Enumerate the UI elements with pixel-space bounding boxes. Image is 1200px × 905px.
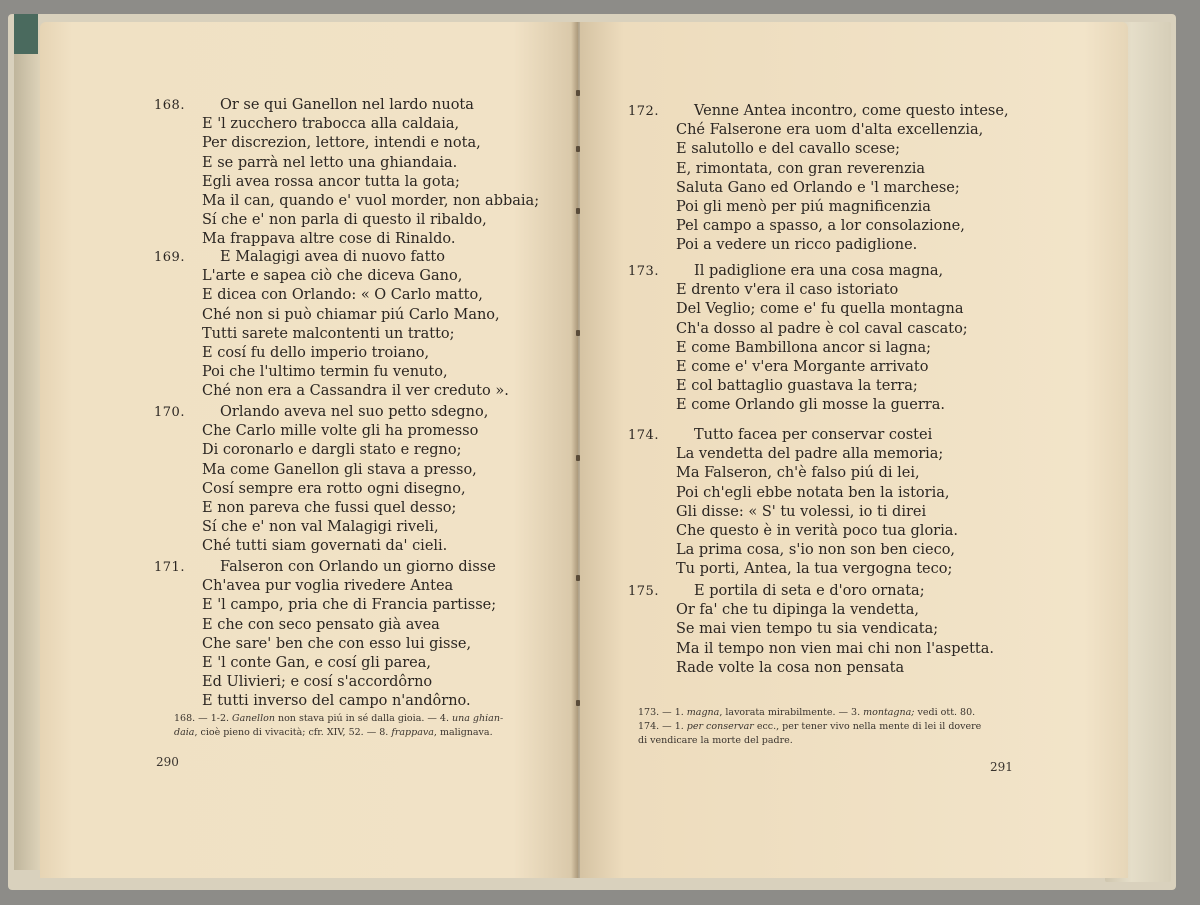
page-number: 291 [990, 760, 1013, 774]
verse-line: La vendetta del padre alla memoria; [676, 446, 944, 463]
verse-line: Venne Antea incontro, come questo intese, [694, 103, 1009, 119]
verse-line: Cosí sempre era rotto ogni disegno, [202, 480, 466, 497]
footnote-text: di vendicare la morte del padre. [638, 735, 793, 746]
verse-line: Ch'a dosso al padre è col caval cascato; [676, 320, 968, 337]
stanza-175 [628, 582, 994, 678]
verse-line: La prima cosa, s'io non son ben cieco, [676, 542, 956, 559]
verse-line: Saluta Gano ed Orlando e 'l marchese; [676, 179, 960, 196]
verse-line: Tutti sarete malcontenti un tratto; [202, 325, 455, 342]
stanza-173 [628, 262, 968, 416]
footnote-text: vedi ott. 80. [914, 707, 976, 718]
verse-line: E non pareva che fussi quel desso; [202, 500, 457, 517]
verse-line: E col battaglio guastava la terra; [676, 378, 918, 395]
verse-line: Che Carlo mille volte gli ha promesso [202, 423, 479, 440]
footnotes [174, 712, 503, 740]
verse-line: Gli disse: « S' tu volessi, io ti direi [676, 503, 927, 520]
verse-line: Rade volte la cosa non pensata [676, 659, 905, 676]
stanza-174 [628, 426, 958, 580]
stanza-171 [154, 558, 497, 712]
verse-line: Ché non si può chiamar piú Carlo Mano, [202, 306, 500, 323]
cover-cloth-corner [14, 14, 38, 54]
verse-line: E cosí fu dello imperio troiano, [202, 345, 430, 362]
footnote-text: 168. — 1-2. [174, 713, 233, 724]
verse-line: Poi a vedere un ricco padiglione. [676, 237, 918, 254]
verse-line: Se mai vien tempo tu sia vendicata; [676, 621, 939, 638]
verse-line: Ché tutti siam governati da' cieli. [202, 538, 448, 555]
stanza-number: 170. [154, 405, 185, 420]
footnote-term: daia [174, 727, 195, 738]
verse-line: Pel campo a spasso, a lor consolazione, [676, 218, 965, 235]
verse-line: E che con seco pensato già avea [202, 616, 440, 633]
stanza-number: 171. [154, 560, 185, 575]
verse-line: E dicea con Orlando: « O Carlo matto, [202, 287, 483, 304]
footnote-term: magna [686, 707, 720, 718]
stanza-number: 169. [154, 250, 185, 265]
verse-line: Ch'avea pur voglia rivedere Antea [202, 578, 454, 595]
verse-line: Che sare' ben che con esso lui gisse, [202, 635, 472, 652]
verse-line: Egli avea rossa ancor tutta la gota; [202, 173, 460, 190]
verse-line: Del Veglio; come e' fu quella montagna [676, 301, 964, 318]
footnotes [638, 706, 981, 748]
footnote-text: ecc., per tener vivo nella mente di lei il dovere [753, 721, 982, 732]
verse-line: L'arte e sapea ciò che diceva Gano, [202, 268, 463, 285]
verse-line: E salutollo e del cavallo scese; [676, 141, 900, 158]
page-number: 290 [156, 755, 179, 769]
verse-line: Tutto facea per conservar costei [694, 427, 933, 443]
right-page [580, 22, 1128, 878]
stanza-number: 175. [628, 584, 659, 599]
verse-line: Il padiglione era una cosa magna, [694, 263, 944, 279]
footnote-line [174, 726, 503, 740]
footnote-term: frappava [391, 727, 434, 738]
verse-line: E come Bambillona ancor si lagna; [676, 339, 932, 356]
verse-line: Orlando aveva nel suo petto sdegno, [220, 404, 489, 420]
footnote-text: , malignava. [433, 727, 493, 738]
verse-line: E 'l conte Gan, e cosí gli parea, [202, 655, 432, 672]
verse-line: Ché Falserone era uom d'alta excellenzia, [676, 122, 984, 139]
verse-line: Tu porti, Antea, la tua vergogna teco; [676, 561, 953, 578]
stanza-number: 173. [628, 264, 659, 279]
verse-line: Di coronarlo e dargli stato e regno; [202, 442, 462, 459]
stanza-number: 172. [628, 104, 659, 119]
footnote-line [638, 734, 981, 748]
verse-line: Ma frappava altre cose di Rinaldo. [202, 231, 456, 248]
verse-line: Ché non era a Cassandra il ver creduto ». [202, 383, 509, 400]
verse-line: E come Orlando gli mosse la guerra. [676, 397, 945, 414]
verse-line: Or se qui Ganellon nel lardo nuota [220, 97, 474, 113]
footnote-text: , cioè pieno di vivacità; cfr. XIV, 52. — 8. [194, 727, 392, 738]
verse-line: E Malagigi avea di nuovo fatto [220, 249, 445, 265]
footnote-term: per conservar [686, 721, 754, 732]
verse-line: Ma Falseron, ch'è falso piú di lei, [676, 465, 920, 482]
stanza-number: 174. [628, 428, 659, 443]
verse-line: Ed Ulivieri; e cosí s'accordôrno [202, 674, 433, 691]
verse-line: Ma il tempo non vien mai chi non l'aspetta. [676, 640, 994, 657]
verse-line: Che questo è in verità poco tua gloria. [676, 523, 958, 540]
verse-line: Sí che e' non val Malagigi riveli, [202, 519, 439, 536]
stanza-number: 168. [154, 98, 185, 113]
verse-line: E come e' v'era Morgante arrivato [676, 359, 929, 376]
footnote-line [638, 706, 981, 720]
verse-line: Poi ch'egli ebbe notata ben la istoria, [676, 484, 950, 501]
verse-line: E portila di seta e d'oro ornata; [694, 583, 925, 599]
verse-line: Per discrezion, lettore, intendi e nota, [202, 135, 481, 152]
verse-line: Ma come Ganellon gli stava a presso, [202, 461, 477, 478]
stanza-169 [154, 248, 509, 402]
footnote-term: montagna; [863, 707, 915, 718]
footnote-text: 173. — 1. [638, 707, 687, 718]
footnote-text: non stava piú in sé dalla gioia. — 4. [274, 713, 452, 724]
verse-line: E tutti inverso del campo n'andôrno. [202, 693, 471, 710]
verse-line: Ma il can, quando e' vuol morder, non abbaia; [202, 193, 540, 210]
verse-line: E se parrà nel letto una ghiandaia. [202, 154, 458, 171]
stanza-170 [154, 403, 489, 557]
footnote-line [638, 720, 981, 734]
verse-line: E 'l zucchero trabocca alla caldaia, [202, 116, 460, 133]
verse-line: Or fa' che tu dipinga la vendetta, [676, 602, 919, 619]
verse-line: Sí che e' non parla di questo il ribaldo, [202, 212, 487, 229]
verse-line: E 'l campo, pria che di Francia partisse; [202, 597, 497, 614]
footnote-text: 174. — 1. [638, 721, 687, 732]
footnote-line [174, 712, 503, 726]
stanza-168 [154, 96, 540, 250]
verse-line: Falseron con Orlando un giorno disse [220, 559, 496, 575]
footnote-text: , lavorata mirabilmente. — 3. [719, 707, 864, 718]
footnote-term: una ghian- [452, 713, 504, 724]
verse-line: E, rimontata, con gran reverenzia [676, 160, 926, 177]
verse-line: E drento v'era il caso istoriato [676, 282, 899, 299]
verse-line: Poi gli menò per piú magnificenzia [676, 199, 931, 216]
verse-line: Poi che l'ultimo termin fu venuto, [202, 364, 448, 381]
footnote-term: Ganellon [232, 713, 275, 724]
stanza-172 [628, 102, 1009, 256]
left-page [40, 22, 578, 878]
